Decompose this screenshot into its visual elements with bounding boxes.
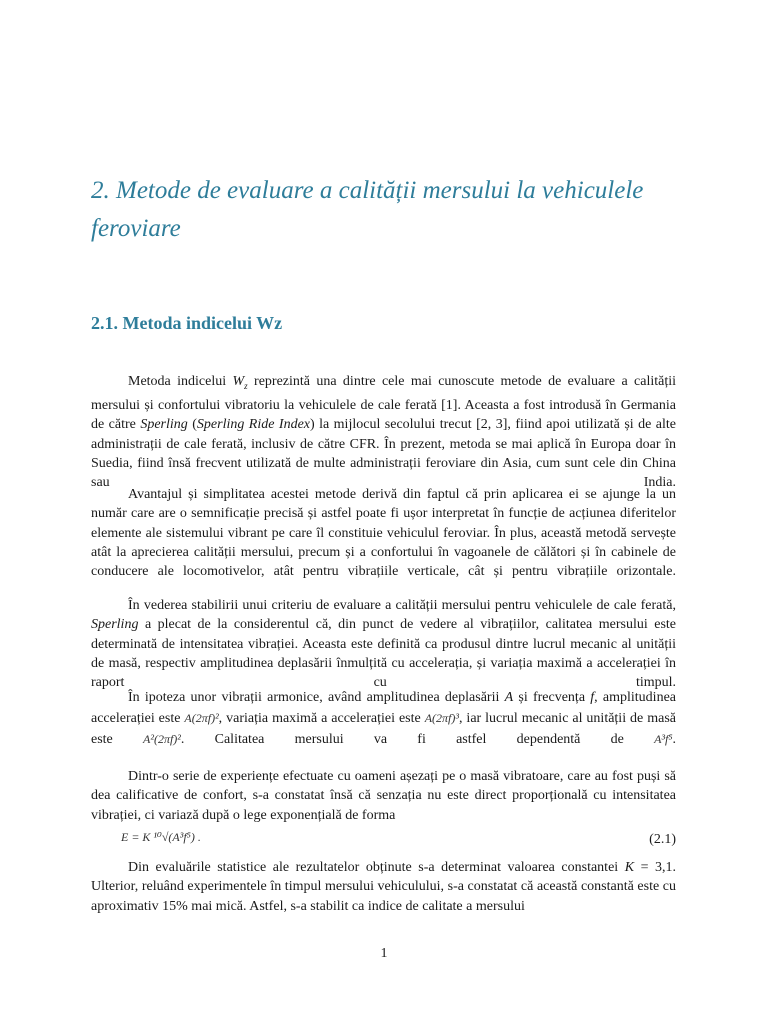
chapter-title: 2. Metode de evaluare a calității mersului la vehiculele feroviare <box>91 177 644 242</box>
p4-text-d: , variația maximă a accelerației este <box>218 711 425 726</box>
paragraph-2 <box>91 485 676 581</box>
paragraph-4 <box>91 687 676 750</box>
formula-intensity: A³f⁵ <box>654 732 673 746</box>
p4-text-b: și frecvența <box>513 690 591 705</box>
p1-text-d: ) la mijlocul secolului trecut [2, 3], fiind apoi utilizată și de alte administrații de cale ferată, inclusiv de către CFR. În prezent, metoda se mai aplică în Europa doar în Suedia, fiind însă frecvent utilizată de multe administrații feroviare din Asia, cum sunt cele din China sau India. <box>91 417 676 491</box>
page-number: 1 <box>380 946 388 961</box>
equation-number: (2.1) <box>649 832 676 847</box>
equation-2-1 <box>91 830 676 852</box>
sperling-name-2: Sperling <box>91 617 139 633</box>
p1-text-b: reprezintă una dintre cele mai cunoscute metode de evaluare a calității mersului și confortului vibratoriu la vehiculele de cale ferată [1]. Aceasta a fost introdusă în Germania de către <box>91 374 676 433</box>
p6-text-a: Din evaluările statistice ale rezultatelor obținute s-a determinat valoarea constantei <box>128 860 625 875</box>
symbol-f: f <box>590 690 595 705</box>
paragraph-1 <box>91 372 676 493</box>
p4-text-h: . <box>672 732 677 747</box>
formula-acceleration-variation: A(2πf)³ <box>424 711 459 725</box>
p1-text-a: Metoda indicelui <box>128 374 233 389</box>
paragraph-5 <box>91 767 676 825</box>
symbol-A: A <box>504 690 514 705</box>
p6-text-b: = 3,1. Ulterior, reluând experimentele în timpul mersului vehiculului, s-a constatat că această constantă este cu aproximativ 15% mai mică. Astfel, s-a stabilit ca indice de calitate a mersului <box>91 860 676 914</box>
p3-text-b: a plecat de la considerentul că, din punct de vedere al vibrațiilor, calitatea mersului este determinată de intensitatea vibrației. Aceasta este definită ca produsul dintre lucrul mecanic al unității de masă, respectiv amplitudinea deplasării înmulțită cu accelerația, și variația maximă a accelerației în raport cu timpul. <box>91 617 676 691</box>
symbol-K: K <box>624 860 635 875</box>
p2-text: Avantajul și simplitatea acestei metode derivă din faptul că prin aplicarea ei se ajunge la un număr care are o semnificație precisă și astfel poate fi ușor interpretat în funcție de acțiunea diferitelor elemente ale sistemului vibrant pe care îl constituie vehiculul feroviar. În plus, această metodă servește atât la aprecierea calității mersului, precum și a confortului în vagoanele de călători și în cabinele de conducere ale locomotivelor, atât pentru vibrațiile verticale, cât și pentru vibrațiile orizontale. <box>91 487 676 580</box>
p4-text-a: În ipoteza unor vibrații armonice, având amplitudinea deplasării <box>128 690 505 705</box>
p5-text: Dintr-o serie de experiențe efectuate cu oameni așezați pe o masă vibratoare, care au fost puși să dea calificative de confort, s-a constatat însă că senzația nu este direct proporțională cu intensitatea vibrației, ci variază după o lege exponențială de forma <box>91 769 676 823</box>
p3-text-a: În vederea stabilirii unui criteriu de evaluare a calității mersului pentru vehiculele de cale ferată, <box>128 598 676 613</box>
equation-formula: E = K ¹⁰√(A³f⁵) . <box>121 830 201 844</box>
section-heading: 2.1. Metoda indicelui Wz <box>91 313 283 333</box>
paragraph-6 <box>91 858 676 916</box>
sperling-name: Sperling <box>140 417 188 433</box>
paragraph-3 <box>91 596 676 692</box>
p4-text-e: , iar lucrul mecanic al unității de masă este <box>91 711 676 747</box>
wz-symbol: W <box>232 374 245 389</box>
p1-text-c: ( <box>187 417 197 433</box>
wz-subscript: z <box>244 380 248 391</box>
sperling-ride-index: Sperling Ride Index <box>196 417 310 433</box>
p4-text-g: . Calitatea mersului va fi astfel dependentă de <box>180 732 655 747</box>
formula-acceleration: A(2πf)² <box>184 711 219 725</box>
p4-text-c: , amplitudinea accelerației este <box>91 690 676 726</box>
formula-mechanical-work: A²(2πf)² <box>143 732 181 746</box>
